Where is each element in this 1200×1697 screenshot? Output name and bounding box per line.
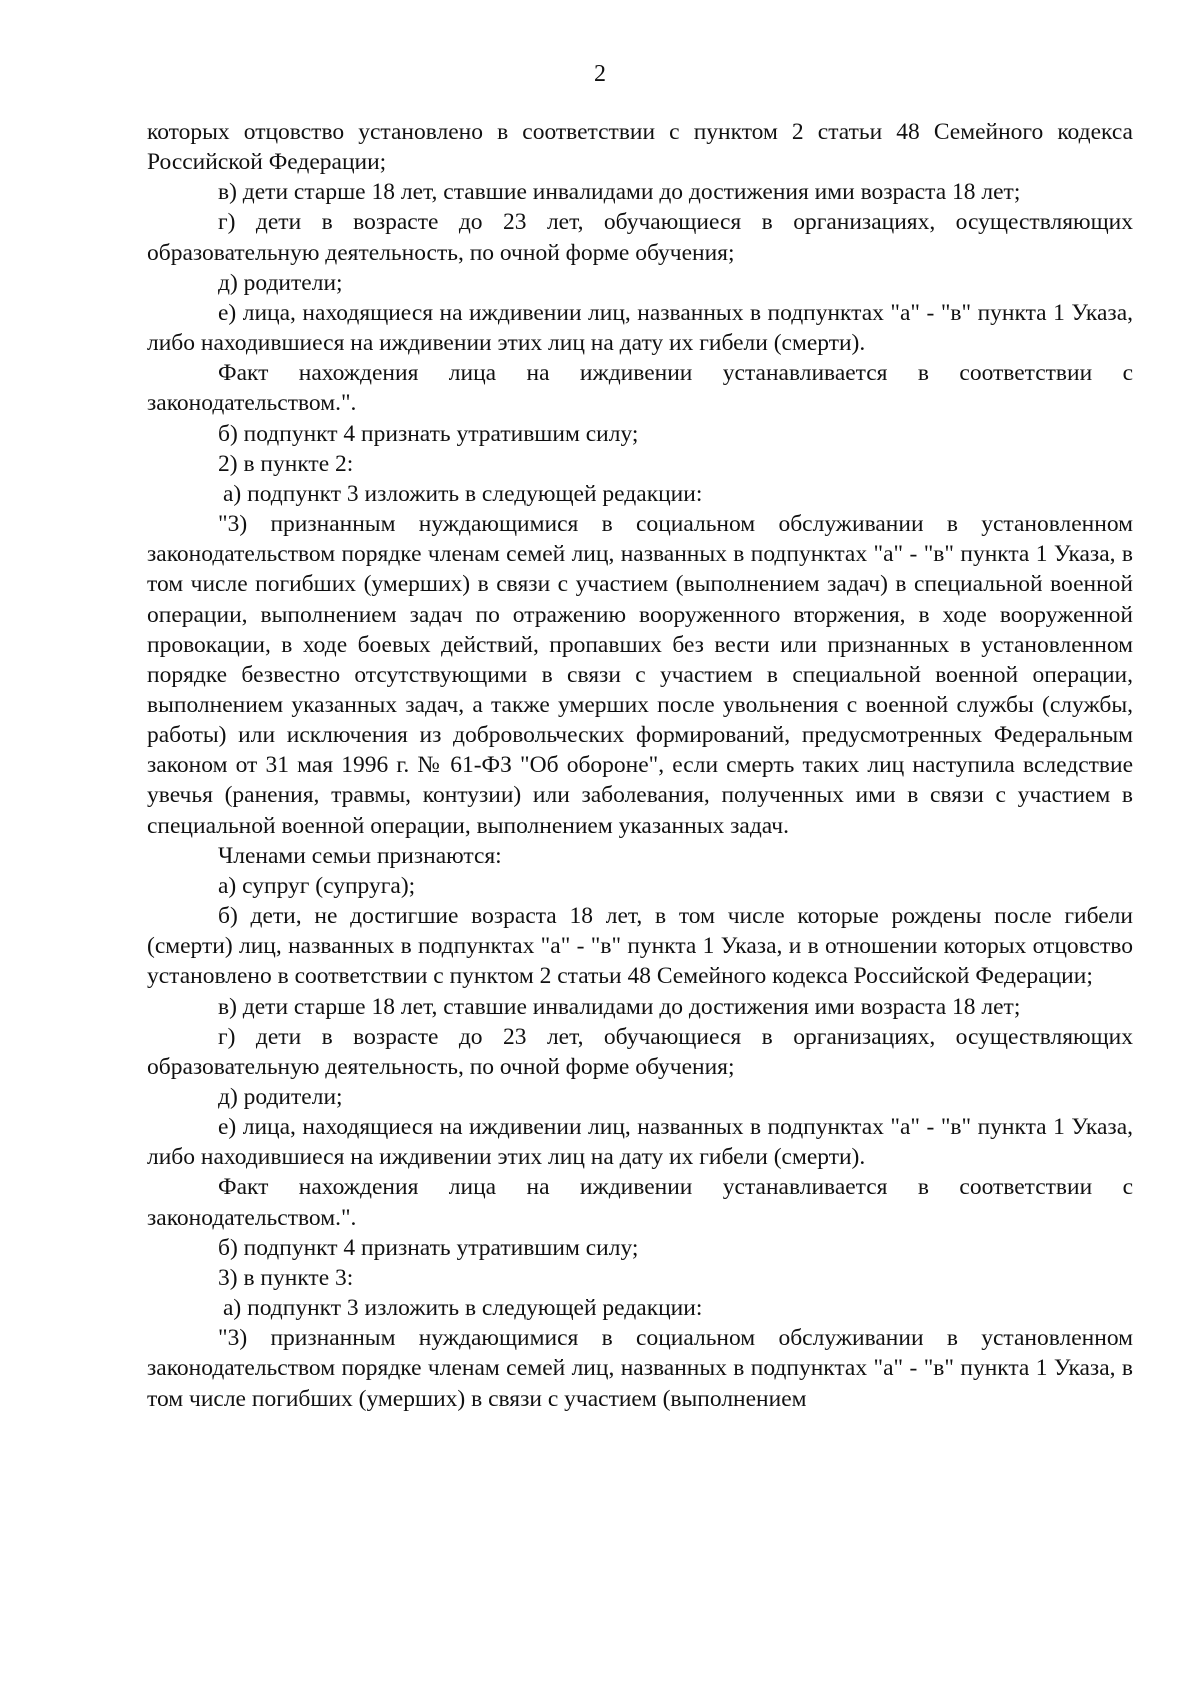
paragraph: г) дети в возрасте до 23 лет, обучающиеся в организациях, осуществляющих образовательную деятельность, по очной форме обучения;: [147, 1023, 1133, 1080]
paragraph: б) дети, не достигшие возраста 18 лет, в том числе которые рождены после гибели (смерти) лиц, названных в подпунктах "а" - "в" пункта 1 Указа, и в отношении которых отцовство установлено в соответствии с пунктом 2 статьи 48 Семейного кодекса Российской Федерации;: [147, 903, 1133, 990]
paragraph: в) дети старше 18 лет, ставшие инвалидами до достижения ими возраста 18 лет;: [218, 993, 1021, 1020]
paragraph: "3) признанным нуждающимися в социальном обслуживании в установленном законодательством порядке членам семей лиц, названных в подпунктах "а" - "в" пункта 1 Указа, в том числе погибших (умерших) в связи с участием (выполнением задач) в специальной военной операции, выполнением задач по отражению вооруженного вторжения, в ходе вооруженной провокации, в ходе боевых действий, пропавших без вести или признанных в установленном порядке безвестно отсутствующими в связи с участием в специальной военной операции, выполнением указанных задач, а также умерших после увольнения с военной службы (службы, работы) или исключения из добровольческих формирований, предусмотренных Федеральным законом от 31 мая 1996 г. № 61-ФЗ "Об обороне", если смерть таких лиц наступила вследствие увечья (ранения, травмы, контузии) или заболевания, полученных ими в связи с участием в специальной военной операции, выполнением указанных задач.: [147, 511, 1133, 839]
paragraph: б) подпункт 4 признать утратившим силу;: [218, 1234, 639, 1261]
paragraph: которых отцовство установлено в соответствии с пунктом 2 статьи 48 Семейного кодекса Российской Федерации;: [147, 119, 1133, 176]
paragraph: 3) в пункте 3:: [218, 1264, 354, 1291]
paragraph: "3) признанным нуждающимися в социальном обслуживании в установленном законодательством порядке членам семей лиц, названных в подпунктах "а" - "в" пункта 1 Указа, в том числе погибших (умерших) в связи с участием (выполнением: [147, 1325, 1133, 1412]
paragraph: а) подпункт 3 изложить в следующей редакции:: [223, 1295, 703, 1322]
document-body: [147, 117, 1133, 1414]
paragraph: а) супруг (супруга);: [218, 872, 416, 899]
paragraph: б) подпункт 4 признать утратившим силу;: [218, 420, 639, 447]
page-number: 2: [594, 61, 606, 87]
paragraph: д) родители;: [218, 1084, 343, 1110]
paragraph: 2) в пункте 2:: [218, 450, 354, 477]
paragraph: д) родители;: [218, 269, 343, 296]
paragraph: в) дети старше 18 лет, ставшие инвалидами до достижения ими возраста 18 лет;: [218, 179, 1021, 206]
paragraph: а) подпункт 3 изложить в следующей редакции:: [223, 480, 703, 507]
paragraph: е) лица, находящиеся на иждивении лиц, названных в подпунктах "а" - "в" пункта 1 Указа, либо находившиеся на иждивении этих лиц на дату их гибели (смерти).: [147, 1114, 1133, 1171]
paragraph: Факт нахождения лица на иждивении устанавливается в соответствии с законодательством.".: [147, 1174, 1133, 1231]
paragraph: г) дети в возрасте до 23 лет, обучающиеся в организациях, осуществляющих образовательную деятельность, по очной форме обучения;: [147, 209, 1133, 266]
paragraph: Членами семьи признаются:: [218, 842, 502, 869]
paragraph: Факт нахождения лица на иждивении устанавливается в соответствии с законодательством.".: [147, 360, 1133, 417]
paragraph: е) лица, находящиеся на иждивении лиц, названных в подпунктах "а" - "в" пункта 1 Указа, либо находившиеся на иждивении этих лиц на дату их гибели (смерти).: [147, 299, 1133, 357]
